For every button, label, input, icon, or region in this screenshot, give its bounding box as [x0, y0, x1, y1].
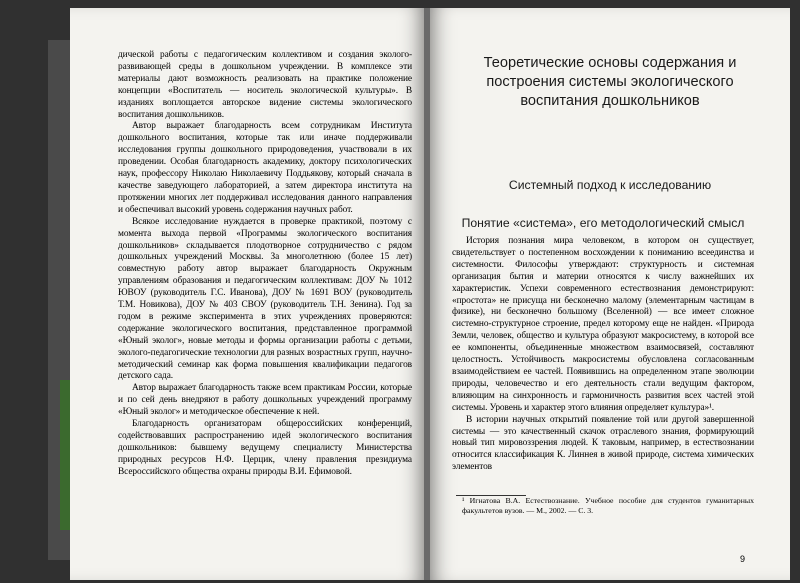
left-paragraph-1: дической работы с педагогическим коллективом и создания эколого-развивающей среды в дошкольном учреждении. В комплексе эти материалы дают возможность реализовать на практике положение концепции «Воспитатель — носитель экологической культуры». В изданиях воплощается авторское видение системы экологического воспитания дошкольников. [118, 50, 412, 120]
book-cover-edge [60, 380, 70, 530]
left-page-text [118, 50, 412, 479]
left-paragraph-3: Всякое исследование нуждается в проверке практикой, поэтому с момента выхода первой «Программы экологического воспитания дошкольников» складывается плодотворное сотрудничество с рядом дошкольных учреждений Москвы. За многолетнюю (более 15 лет) совместную работу автор выражает благодарность Окружным управлениям образования и педагогическим коллективам: ДОУ № 1012 ЮВОУ (руководитель Г.С. Иванова), ДОУ № 1691 ВОУ (руководитель Т.М. Новикова), ДОУ № 403 СВОУ (руководитель Т.Н. Зенина). Год за годом в режиме эксперимента в этих учреждениях проверяются: содержание экологического воспитания, представленное программой «Юный эколог», новые методы и формы организации работы с детьми, эколого-педагогические технологии для разных возрастных групп, научно-методический семинар как форма повышения квалификации педагогов детского сада. [118, 216, 412, 382]
right-paragraph-1: История познания мира человеком, в котором он существует, свидетельствует о постепенном восхождении к пониманию всеединства и системности. Философы утверждают: структурность и системная организация бытия и материи относятся к числу важнейших их характеристик. Успехи современного естествознания демонстрируют: «простота» не присуща ни бесконечно малому (элементарным частицам в физике), ни бесконечно большому (Вселенной) — все имеет сложное системно-структурное строение, предел которому еще не найден. «Природа Земли, человек, общество и культура образуют макросистему, в которой все ее компоненты, объединенные множеством взаимосвязей, составляют целостность. Устойчивость макросистемы обусловлена согласованным взаимодействием ее частей. Появившись на определенном этапе эволюции природы, человечество и его деятельность стали ведущим фактором, влияющим на синхронность и гармоничность развития всех частей этой системы. Уровень и характер этого влияния определяет культура»¹. [452, 236, 754, 413]
left-paragraph-4: Автор выражает благодарность также всем практикам России, которые и по сей день внедряют в работу дошкольных учреждений программу «Юный эколог» и методическое обеспечение к ней. [118, 383, 412, 418]
footnote: ¹ Игнатова В.А. Естествознание. Учебное пособие для студентов гуманитарных факультетов вузов. — М., 2002. — С. 3. [462, 496, 754, 515]
page-number: 9 [740, 554, 746, 564]
book-gutter [424, 8, 430, 580]
section-title: Системный подход к исследованию [508, 178, 712, 192]
left-paragraph-5: Благодарность организаторам общероссийских конференций, содействовавших распространению идей экологического воспитания дошкольников: бывшему ведущему специалисту Министерства природных ресурсов Н.Ф. Церцик, члену правления президиума Всероссийского общества охраны природы В.И. Ефимовой. [118, 419, 412, 477]
right-page-text [452, 236, 754, 474]
left-paragraph-2: Автор выражает благодарность всем сотрудникам Института дошкольного воспитания, которые так или иначе поддерживали исследования группы дошкольного природоведения, участвовали в их проведении. Особая благодарность академику, доктору психологических наук, профессору Николаю Николаевичу Поддьякову, который сначала в качестве заведующего лабораторией, а затем директора института на протяжении многих лет поддерживал исследования данного направления и обеспечивал высокий уровень содержания научных работ. [118, 121, 412, 215]
subsection-title: Понятие «система», его методологический смысл [461, 216, 745, 230]
chapter-title: Теоретические основы содержания и построения системы экологического воспитания дошкольников [483, 55, 737, 109]
right-paragraph-2: В истории научных открытий появление той или другой завершенной системы — это качественный скачок отраслевого знания, формирующий новый тип мировоззрения людей. К таковым, например, в естествознании относится классификация К. Линнея в живой природе, система химических элементов [452, 414, 754, 473]
